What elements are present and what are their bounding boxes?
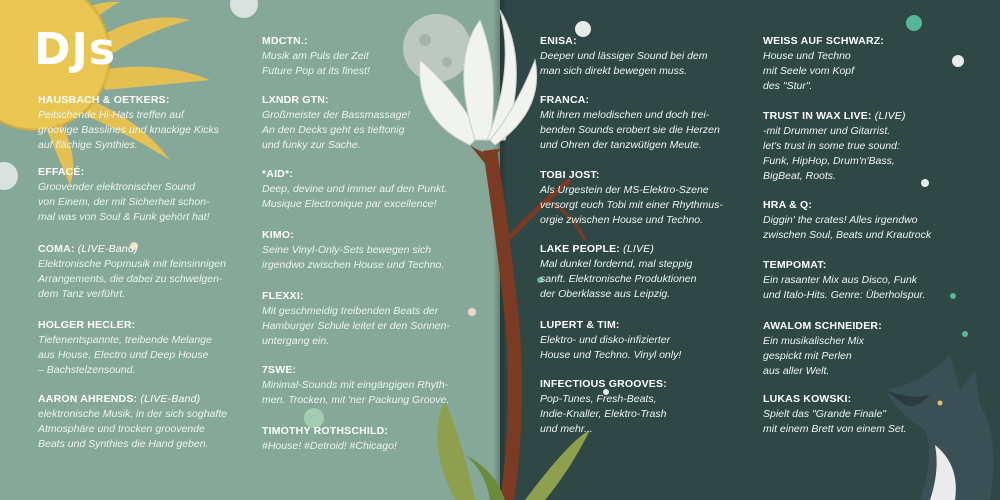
dj-name: WEISS AUF SCHWARZ: <box>763 35 885 47</box>
dj-name: TEMPOMAT: <box>763 259 827 271</box>
dj-name: 7SWE: <box>262 364 297 376</box>
dj-entry <box>763 34 993 94</box>
dj-name: FRANCA: <box>540 94 590 106</box>
dj-entry <box>38 392 268 452</box>
dj-description: Großmeister der Bassmassage! An den Decks geht es tieftonig und funky zur Sache. <box>262 109 411 151</box>
dj-entry <box>540 242 770 302</box>
dj-entry <box>262 363 492 408</box>
dj-entry <box>540 377 770 437</box>
dj-name: AWALOM SCHNEIDER: <box>763 320 882 332</box>
dj-description: Als Urgestein der MS-Elektro-Szene versorgt euch Tobi mit einer Rhythmus- orgie zwischen House und Techno. <box>540 184 723 226</box>
dj-entry <box>763 319 993 379</box>
dj-description: Seine Vinyl-Only-Sets bewegen sich irgendwo zwischen House und Techno. <box>262 244 445 271</box>
dj-description: Groovender elektronischer Sound von Einem, der mit Sicherheit schon- mal was von Soul & Funk gehört hat! <box>38 181 210 223</box>
dj-name: TOBI JOST: <box>540 169 600 181</box>
dj-entry <box>540 318 770 363</box>
dj-description: Ein musikalischer Mix gespickt mit Perlen aus aller Welt. <box>763 335 864 377</box>
dj-description: #House! #Detroid! #Chicago! <box>262 440 397 452</box>
dj-description: Diggin' the crates! Alles irgendwo zwischen Soul, Beats und Krautrock <box>763 214 932 241</box>
dj-description: Ein rasanter Mix aus Disco, Funk und Italo-Hits. Genre: Überholspur. <box>763 274 926 301</box>
dj-entry <box>38 242 268 302</box>
dj-entry <box>540 34 770 79</box>
dj-description: Tiefenentspannte, treibende Melange aus House, Electro und Deep House – Bachstelzensound. <box>38 334 212 376</box>
dj-name: TRUST IN WAX LIVE: (LIVE) <box>763 110 906 122</box>
dj-name: *AID*: <box>262 168 293 180</box>
dj-name: ENISA: <box>540 35 577 47</box>
dj-description: Mal dunkel fordernd, mal steppig sanft. Elektronische Produktionen der Oberklasse aus Leipzig. <box>540 258 697 300</box>
dj-name: HAUSBACH & OETKERS: <box>38 94 170 106</box>
dj-entry <box>38 318 268 378</box>
dj-entry <box>262 34 492 79</box>
dj-name: HOLGER HECLER: <box>38 319 136 331</box>
dj-description: Mit geschmeidig treibenden Beats der Hamburger Schule leitet er den Sonnen- untergang ein. <box>262 305 450 347</box>
dj-name: COMA: (LIVE-Band) <box>38 243 138 255</box>
dj-name: LUPERT & TIM: <box>540 319 620 331</box>
dj-description: Elektronische Popmusik mit feinsinnigen Arrangements, die dabei zu schwelgen- dem Tanz verführt. <box>38 258 226 300</box>
dj-name: INFECTIOUS GROOVES: <box>540 378 667 390</box>
dj-entry <box>262 289 492 349</box>
dj-description: elektronische Musik, in der sich soghafte Atmosphäre und trocken groovende Beats und Synthies die Hand geben. <box>38 408 228 450</box>
dj-description: Elektro- und disko-infizierter House und Techno. Vinyl only! <box>540 334 682 361</box>
dj-description: -mit Drummer und Gitarrist. let's trust in some true sound: Funk, HipHop, Drum'n'Bass, BigBeat, Roots. <box>763 125 900 182</box>
dj-name: LXNDR GTN: <box>262 94 329 106</box>
dj-description: Peitschende Hi-Hats treffen auf groovige Basslines und knackige Kicks auf flächige Synthies. <box>38 109 219 151</box>
dj-name: AARON AHRENDS: (LIVE-Band) <box>38 393 201 405</box>
dj-entry <box>763 258 993 303</box>
dj-name: EFFACÉ: <box>38 166 85 178</box>
dj-entry <box>763 198 993 243</box>
dj-entry <box>38 93 268 153</box>
dj-description: Deep, devine und immer auf den Punkt. Musique Electronique par excellence! <box>262 183 448 210</box>
dj-entry <box>262 93 492 153</box>
dj-name: TIMOTHY ROTHSCHILD: <box>262 425 389 437</box>
dj-description: Minimal-Sounds mit eingängigen Rhyth- men. Trocken, mit 'ner Packung Groove. <box>262 379 450 406</box>
dj-name: KIMO: <box>262 229 294 241</box>
dj-entry <box>763 392 993 437</box>
dj-description: Musik am Puls der Zeit Future Pop at its finest! <box>262 50 370 77</box>
page-title: DJs <box>34 24 117 75</box>
dj-entry <box>540 168 770 228</box>
dj-name: FLEXXI: <box>262 290 304 302</box>
dj-description: Deeper und lässiger Sound bei dem man sich direkt bewegen muss. <box>540 50 708 77</box>
dj-name: HRA & Q: <box>763 199 813 211</box>
dj-entry <box>38 165 268 225</box>
dj-entry <box>540 93 770 153</box>
dj-entry <box>262 424 492 454</box>
dj-name: LUKAS KOWSKI: <box>763 393 852 405</box>
dj-entry <box>262 228 492 273</box>
dj-description: Pop-Tunes, Fresh-Beats, Indie-Knaller, Elektro-Trash und mehr... <box>540 393 667 435</box>
dj-description: Mit ihren melodischen und doch trei- benden Sounds erobert sie die Herzen und Ohren der tanzwütigen Meute. <box>540 109 720 151</box>
dj-entry <box>763 109 993 184</box>
dj-name: MDCTN.: <box>262 35 308 47</box>
dj-entry <box>262 167 492 212</box>
dj-name: LAKE PEOPLE: (LIVE) <box>540 243 655 255</box>
dj-description: Spielt das "Grande Finale" mit einem Brett von einem Set. <box>763 408 907 435</box>
dj-description: House und Techno mit Seele vom Kopf des "Stur". <box>763 50 855 92</box>
